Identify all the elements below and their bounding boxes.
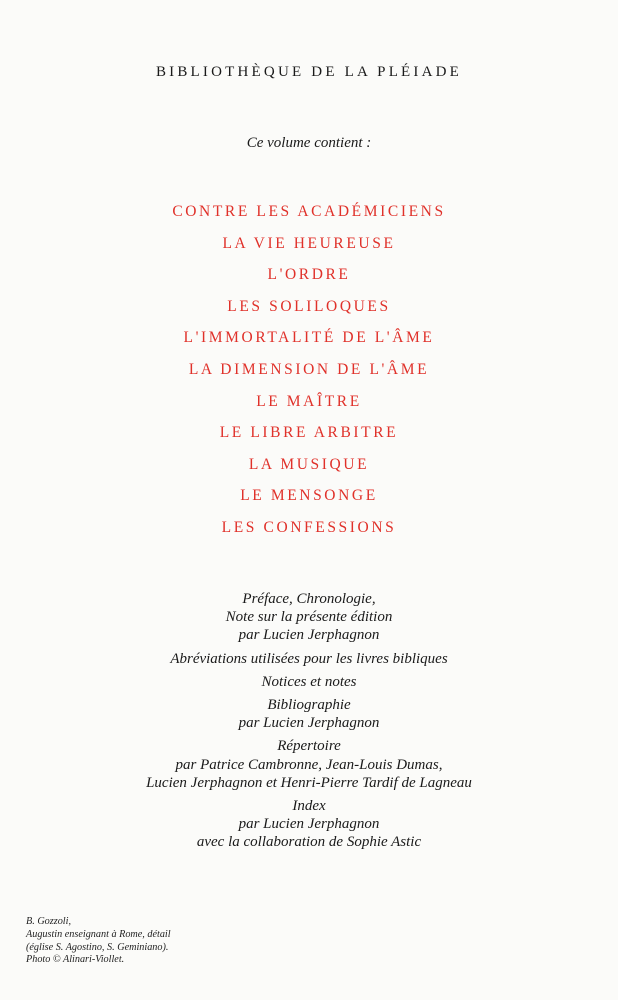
volume-intro: Ce volume contient : bbox=[246, 135, 372, 151]
contents-line: Lucien Jerphagnon et Henri-Pierre Tardif de Lagneau bbox=[146, 774, 472, 791]
index-block bbox=[0, 797, 618, 852]
contents-line: Index bbox=[292, 798, 326, 815]
abbreviations-block bbox=[0, 650, 618, 668]
bibliography-block bbox=[0, 696, 618, 732]
credit-line: (église S. Agostino, S. Geminiano). bbox=[26, 941, 169, 953]
work-title: LE LIBRE ARBITRE bbox=[219, 424, 399, 442]
contents-line: Abréviations utilisées pour les livres bibliques bbox=[170, 650, 448, 667]
contents-line: par Patrice Cambronne, Jean-Louis Dumas, bbox=[175, 756, 443, 773]
credit-line: Augustin enseignant à Rome, détail bbox=[26, 928, 171, 940]
works-list bbox=[0, 200, 618, 548]
work-title: L'IMMORTALITÉ DE L'ÂME bbox=[183, 329, 435, 347]
contents-line: avec la collaboration de Sophie Astic bbox=[196, 834, 422, 851]
credit-line: B. Gozzoli, bbox=[26, 916, 71, 927]
credit-line: Photo © Alinari-Viollet. bbox=[26, 954, 125, 966]
work-title: CONTRE LES ACADÉMICIENS bbox=[172, 203, 446, 220]
repertoire-block bbox=[0, 737, 618, 792]
work-title: LE MAÎTRE bbox=[256, 392, 362, 410]
contents-line: par Lucien Jerphagnon bbox=[238, 627, 380, 644]
work-title: LA DIMENSION DE L'ÂME bbox=[188, 360, 430, 378]
contents-line: Préface, Chronologie, bbox=[242, 591, 376, 607]
contents-line: Note sur la présente édition bbox=[225, 609, 393, 626]
contents-line: Notices et notes bbox=[261, 673, 357, 690]
work-title: LES SOLILOQUES bbox=[227, 297, 391, 315]
contents-line: par Lucien Jerphagnon bbox=[238, 715, 380, 732]
work-title: LA MUSIQUE bbox=[248, 455, 370, 473]
editorial-contents bbox=[0, 590, 618, 857]
series-title: BIBLIOTHÈQUE DE LA PLÉIADE bbox=[155, 64, 463, 80]
preface-block bbox=[0, 590, 618, 645]
work-title: LE MENSONGE bbox=[240, 487, 378, 505]
contents-line: Répertoire bbox=[277, 738, 341, 755]
work-title: LES CONFESSIONS bbox=[221, 518, 397, 536]
notes-block bbox=[0, 673, 618, 691]
work-title: L'ORDRE bbox=[267, 266, 351, 284]
photo-credit bbox=[26, 916, 171, 967]
work-title: LA VIE HEUREUSE bbox=[222, 234, 396, 252]
contents-line: par Lucien Jerphagnon bbox=[238, 816, 380, 833]
contents-line: Bibliographie bbox=[267, 697, 351, 714]
